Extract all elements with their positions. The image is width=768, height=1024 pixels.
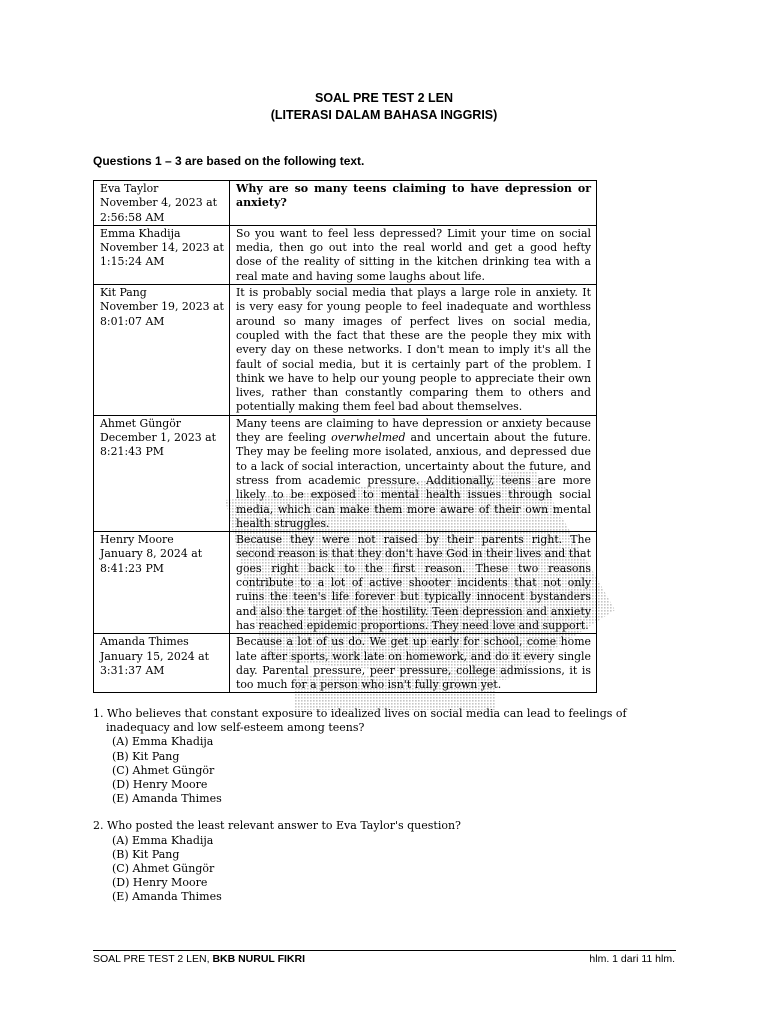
author-name: Henry Moore [100, 533, 174, 547]
post-time: 2:56:58 AM [100, 210, 165, 224]
post-text-start: Many teens are claiming to have depression or anxiety because they are feeling [236, 416, 591, 445]
answer-option: (B) Kit Pang [112, 749, 180, 763]
answer-options [93, 834, 683, 905]
answer-option: (B) Kit Pang [112, 847, 180, 861]
author-name: Emma Khadija [100, 226, 181, 240]
table-row [94, 225, 597, 284]
question-list [93, 707, 683, 918]
post-time: 8:21:43 PM [100, 445, 164, 459]
post-body [230, 415, 597, 531]
answer-option: (E) Amanda Thimes [112, 792, 222, 806]
question-text: 2. Who posted the least relevant answer to Eva Taylor's question? [93, 819, 461, 833]
footer-divider [93, 950, 676, 951]
forum-thread-table [93, 180, 597, 693]
post-body: So you want to feel less depressed? Limit your time on social media, then go out into the real world and get a good hefty dose of the reality of sitting in the kitchen drinking tea with a real mate and having some laughs about life. [230, 225, 597, 284]
author-name: Eva Taylor [100, 182, 159, 195]
page-title: SOAL PRE TEST 2 LEN [315, 91, 453, 105]
post-text-emphasis: overwhelmed [331, 431, 406, 445]
author-name: Ahmet Güngör [100, 416, 181, 430]
post-body: Because a lot of us do. We get up early for school, come home late after sports, work late on homework, and do it every single day. Parental pressure, peer pressure, college admissions, it is too much for a person who isn't fully grown yet. [230, 634, 597, 693]
question-item [93, 707, 683, 806]
author-name: Amanda Thimes [100, 635, 189, 649]
post-date: January 8, 2024 at [100, 547, 203, 561]
answer-option: (C) Ahmet Güngör [112, 763, 215, 777]
footer-left [93, 953, 305, 965]
post-time: 1:15:24 AM [100, 255, 165, 269]
post-date: November 4, 2023 at [100, 196, 217, 210]
post-author [94, 532, 230, 634]
post-time: 8:01:07 AM [100, 314, 165, 328]
table-row [94, 532, 597, 634]
post-date: January 15, 2024 at [100, 649, 210, 663]
author-name: Kit Pang [100, 286, 147, 300]
post-date: November 14, 2023 at [100, 241, 224, 255]
question-text: 1. Who believes that constant exposure to idealized lives on social media can lead to feelings of inadequacy and low self-esteem among teens? [93, 707, 627, 735]
post-date: December 1, 2023 at [100, 431, 217, 445]
question-item [93, 819, 683, 904]
answer-option: (D) Henry Moore [112, 876, 208, 890]
answer-option: (C) Ahmet Güngör [112, 862, 215, 876]
page-number: hlm. 1 dari 11 hlm. [589, 953, 675, 965]
post-body: It is probably social media that plays a large role in anxiety. It is very easy for young people to feel inadequate and worthless around so many images of perfect lives on social media, coupled with the fact that these are the people they mix with every day on these networks. I don't mean to imply it's all the fault of social media, but it is certainly part of the problem. I think we have to help our young people to appreciate their own lives, rather than constantly comparing them to others and potentially making them feel bad about themselves. [230, 285, 597, 416]
post-author [94, 181, 230, 226]
post-author [94, 285, 230, 416]
table-row [94, 285, 597, 416]
answer-option: (A) Emma Khadija [112, 833, 214, 847]
post-date: November 19, 2023 at [100, 300, 224, 314]
post-body: Because they were not raised by their parents right. The second reason is that they don't have God in their lives and that goes right back to the first reason. These two reasons contribute to a lot of active shooter incidents that not only ruins the teen's life forever but typically innocent bystanders and also the target of the hostility. Teen depression and anxiety has reached epidemic proportions. They need love and support. [230, 532, 597, 634]
post-time: 8:41:23 PM [100, 561, 164, 575]
table-row [94, 634, 597, 693]
answer-option: (E) Amanda Thimes [112, 890, 222, 904]
answer-options [93, 735, 683, 806]
post-text-end: and uncertain about the future. They may be feeling more isolated, anxious, and depressed due to a lack of social interaction, uncertainty about the future, and stress from academic pressure. Additionally, teens are more likely to be exposed to mental health issues through social media, which can make them more aware of their own mental health struggles. [236, 431, 591, 530]
table-row [94, 181, 597, 226]
post-author [94, 225, 230, 284]
footer-institution: BKB NURUL FIKRI [212, 953, 305, 965]
post-author [94, 634, 230, 693]
answer-option: (D) Henry Moore [112, 778, 208, 792]
footer-doc-name: SOAL PRE TEST 2 LEN, [93, 953, 213, 965]
post-author [94, 415, 230, 531]
thread-question: Why are so many teens claiming to have depression or anxiety? [230, 181, 597, 226]
section-intro: Questions 1 – 3 are based on the following text. [93, 154, 365, 168]
page-subtitle: (LITERASI DALAM BAHASA INGGRIS) [270, 108, 498, 122]
post-time: 3:31:37 AM [100, 663, 165, 677]
answer-option: (A) Emma Khadija [112, 735, 214, 749]
table-row [94, 415, 597, 531]
